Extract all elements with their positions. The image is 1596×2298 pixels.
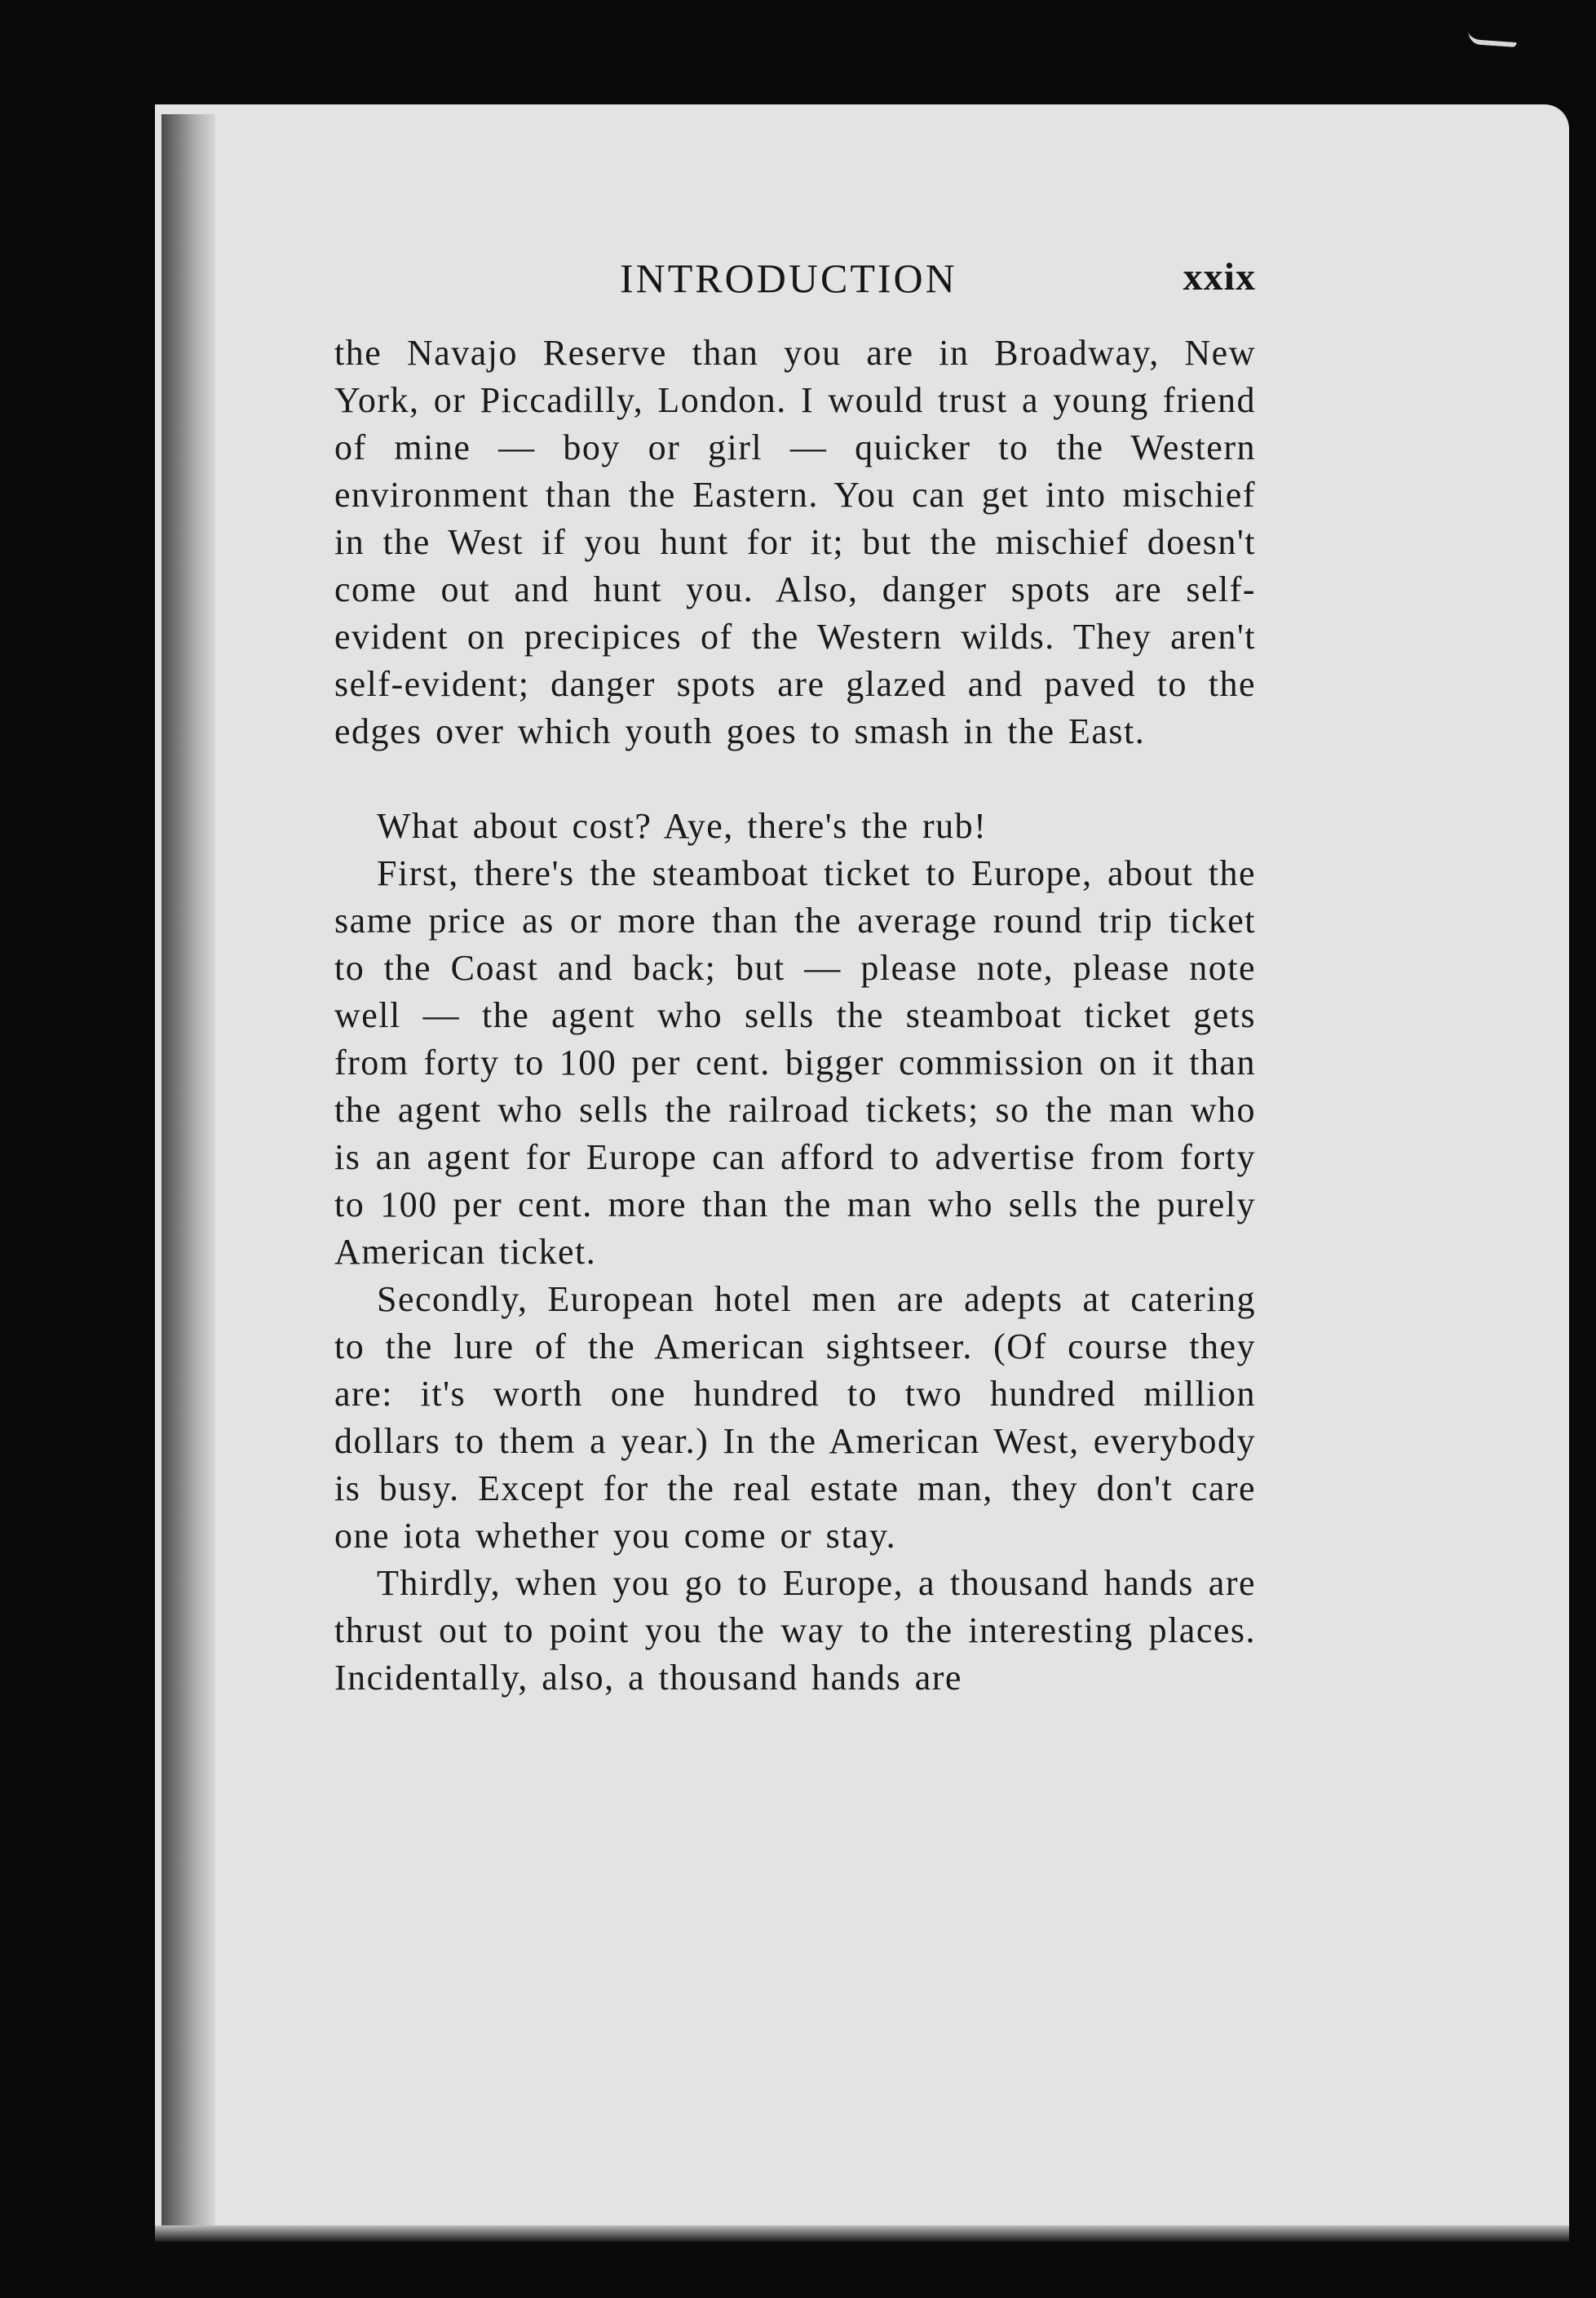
paragraph-secondly-hotel: Secondly, European hotel men are adepts at catering to the lure of the American sightseer. (Of course they are: it's worth one hundred to two hundred million dollars to them a year.) In the American West, everybody is busy. Except for the real estate man, they don't care one iota whether you come or stay. (334, 1279, 1256, 1556)
page-gutter-shadow (161, 114, 215, 2235)
page-number: xxix (1183, 255, 1256, 299)
body-text (334, 330, 1256, 1702)
page-bottom-edge (155, 2225, 1569, 2242)
scan-corner-mark (1468, 31, 1518, 47)
paragraph-first-steamboat: First, there's the steamboat ticket to Europe, about the same price as or more than the average round trip ticket to the Coast and back; but — please note, please note well — the agent who sells the steamboat ticket gets from forty to 100 per cent. bigger commission on it than the agent who sells the railroad tickets; so the man who is an agent for Europe can afford to advertise from forty to 100 per cent. more than the man who sells the purely American ticket. (334, 853, 1256, 1272)
paragraph-thirdly-europe: Thirdly, when you go to Europe, a thousand hands are thrust out to point you the way to the interesting places. Incidentally, also, a thousand hands are (334, 1563, 1256, 1698)
paragraph-navajo-reserve: the Navajo Reserve than you are in Broadway, New York, or Piccadilly, London. I would trust a young friend of mine — boy or girl — quicker to the Western environment than the Eastern. You can get into mischief in the West if you hunt for it; but the mischief doesn't come out and hunt you. Also, danger spots are self-evident on precipices of the Western wilds. They aren't self-evident; danger spots are glazed and paved to the edges over which youth goes to smash in the East. (334, 333, 1256, 751)
running-head: INTRODUCTION (620, 255, 957, 301)
paragraph-what-about-cost: What about cost? Aye, there's the rub! (377, 806, 988, 846)
page-header (334, 255, 1256, 312)
